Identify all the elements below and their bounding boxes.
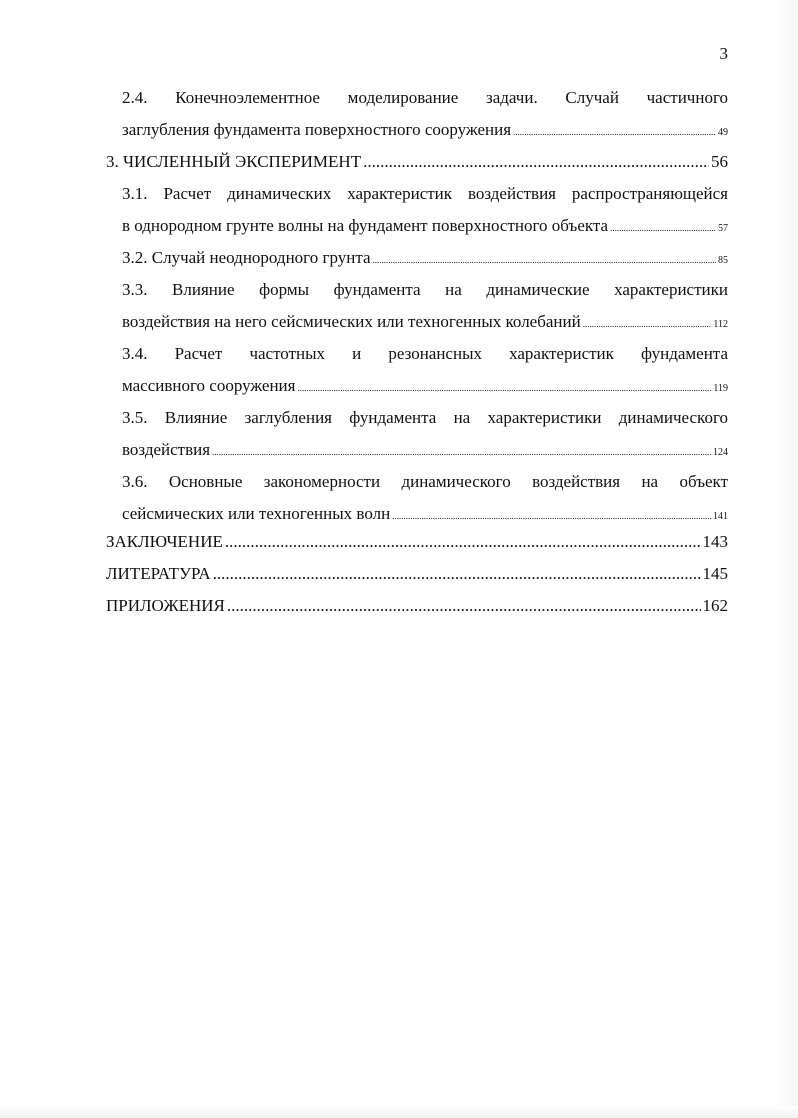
toc-entry-3-3-title-line-2: воздействия на него сейсмических или техногенных колебаний xyxy=(122,312,581,331)
dot-leader xyxy=(363,146,709,178)
toc-entry-2-4-page: 49 xyxy=(718,127,728,138)
toc-entry-3-4[interactable] xyxy=(122,338,728,402)
toc-entry-2-4[interactable] xyxy=(122,82,728,146)
scan-edge-bottom xyxy=(0,1106,798,1118)
toc-entry-3-6-title-line-1: 3.6. Основные закономерности динамического воздействия на объект xyxy=(122,472,728,491)
toc-entry-appendix-title: ПРИЛОЖЕНИЯ xyxy=(106,596,225,615)
toc-entry-conclusion-title: ЗАКЛЮЧЕНИЕ xyxy=(106,532,223,551)
toc-entry-literature-title: ЛИТЕРАТУРА xyxy=(106,564,211,583)
toc-entry-3-1-title-line-1: 3.1. Расчет динамических характеристик воздействия распространяющейся xyxy=(122,184,728,203)
dot-leader xyxy=(513,116,716,148)
page-number: 3 xyxy=(719,44,728,63)
toc-entry-literature[interactable] xyxy=(106,558,728,590)
toc-entry-3[interactable] xyxy=(106,146,728,178)
toc-entry-3-2-page: 85 xyxy=(718,255,728,266)
toc-entry-3-3[interactable] xyxy=(122,274,728,338)
toc-entry-3-4-page: 119 xyxy=(713,383,728,394)
toc-entry-3-3-title-line-1: 3.3. Влияние формы фундамента на динамические характеристики xyxy=(122,280,728,299)
toc-entry-3-5-title-line-1: 3.5. Влияние заглубления фундамента на характеристики динамического xyxy=(122,408,728,427)
toc-entry-3-2[interactable] xyxy=(122,242,728,274)
toc-entry-conclusion[interactable] xyxy=(106,526,728,558)
dot-leader xyxy=(610,212,716,244)
dot-leader xyxy=(213,558,701,590)
toc-entry-2-4-title-line-2: заглубления фундамента поверхностного сооружения xyxy=(122,120,512,139)
dot-leader xyxy=(297,372,711,404)
dot-leader xyxy=(583,308,712,340)
toc-entry-literature-page: 145 xyxy=(702,564,728,583)
dot-leader xyxy=(225,526,701,558)
toc-entry-3-page: 56 xyxy=(711,152,728,171)
toc-entry-3-3-page: 112 xyxy=(713,319,728,330)
toc-entry-3-1[interactable] xyxy=(122,178,728,242)
toc-entry-3-2-title: 3.2. Случай неоднородного грунта xyxy=(122,248,371,267)
toc-entry-appendix[interactable] xyxy=(106,590,728,622)
dot-leader xyxy=(227,590,701,622)
toc-entry-3-5-page: 124 xyxy=(713,447,728,458)
toc-entry-conclusion-page: 143 xyxy=(702,532,728,551)
toc-entry-3-4-title-line-2: массивного сооружения xyxy=(122,376,296,395)
dot-leader xyxy=(373,244,716,276)
toc-entry-3-5-title-line-2: воздействия xyxy=(122,440,211,459)
toc-entry-3-6[interactable] xyxy=(122,466,728,530)
toc-entry-3-1-page: 57 xyxy=(718,223,728,234)
toc-entry-3-4-title-line-1: 3.4. Расчет частотных и резонансных характеристик фундамента xyxy=(122,344,728,363)
toc-entry-3-1-title-line-2: в однородном грунте волны на фундамент поверхностного объекта xyxy=(122,216,609,235)
toc-entry-3-6-page: 141 xyxy=(713,511,728,522)
toc-entry-2-4-title-line-1: 2.4. Конечноэлементное моделирование задачи. Случай частичного xyxy=(122,88,728,107)
toc-entry-3-title: 3. ЧИСЛЕННЫЙ ЭКСПЕРИМЕНТ xyxy=(106,152,362,171)
scan-edge-right xyxy=(774,0,798,1118)
toc-entry-appendix-page: 162 xyxy=(702,596,728,615)
toc-entry-3-6-title-line-2: сейсмических или техногенных волн xyxy=(122,504,391,523)
dot-leader xyxy=(212,436,711,468)
toc-entry-3-5[interactable] xyxy=(122,402,728,466)
